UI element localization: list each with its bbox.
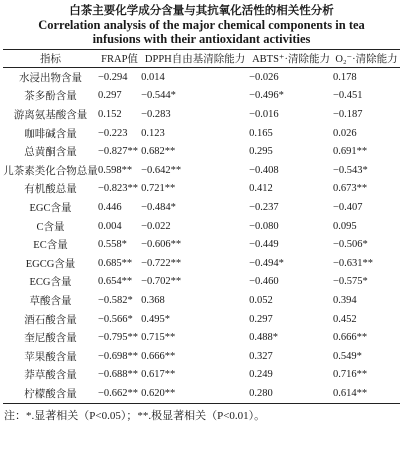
header-dpph: DPPH自由基清除能力 bbox=[141, 50, 249, 68]
cell-frap: −0.582* bbox=[98, 294, 133, 306]
cell-superoxide: −0.506* bbox=[332, 239, 368, 251]
cell-superoxide: −0.407 bbox=[332, 201, 363, 213]
cell-dpph: 0.123 bbox=[141, 127, 165, 139]
cell-indicator: 莽草酸含量 bbox=[24, 370, 77, 382]
cell-indicator: 总黄酮含量 bbox=[24, 147, 77, 159]
header-frap: FRAP值 bbox=[98, 50, 141, 68]
cell-frap: −0.823** bbox=[98, 183, 139, 195]
cell-frap: 0.446 bbox=[98, 201, 122, 213]
cell-abts: 0.165 bbox=[249, 127, 273, 139]
cell-frap: −0.662** bbox=[98, 387, 139, 399]
cell-frap: −0.688** bbox=[98, 369, 139, 381]
cell-superoxide: 0.673** bbox=[332, 183, 368, 195]
table-row bbox=[3, 291, 400, 310]
cell-abts: −0.026 bbox=[249, 71, 279, 83]
cell-dpph: 0.617** bbox=[141, 369, 176, 381]
cell-abts: 0.327 bbox=[249, 350, 273, 362]
cell-superoxide: 0.095 bbox=[332, 220, 357, 232]
table-row bbox=[3, 180, 400, 199]
cell-abts: −0.080 bbox=[249, 220, 279, 232]
cell-frap: 0.558* bbox=[98, 239, 127, 251]
cell-frap: −0.827** bbox=[98, 146, 139, 158]
title-chinese: 白茶主要化学成分含量与其抗氧化活性的相关性分析 bbox=[69, 3, 334, 17]
table-row bbox=[3, 161, 400, 180]
cell-dpph: −0.484* bbox=[141, 201, 176, 213]
cell-abts: 0.280 bbox=[249, 387, 273, 399]
correlation-table bbox=[3, 49, 400, 404]
cell-superoxide: 0.716** bbox=[332, 369, 368, 381]
cell-indicator: 水浸出物含量 bbox=[19, 72, 82, 84]
cell-superoxide: −0.451 bbox=[332, 90, 363, 102]
cell-frap: −0.566* bbox=[98, 313, 133, 325]
cell-frap: −0.294 bbox=[98, 71, 128, 83]
cell-dpph: 0.495* bbox=[141, 313, 170, 325]
cell-dpph: 0.368 bbox=[141, 294, 165, 306]
cell-abts: 0.052 bbox=[249, 294, 273, 306]
cell-indicator: EGC含量 bbox=[29, 202, 72, 214]
header-indicator: 指标 bbox=[3, 50, 98, 68]
cell-dpph: −0.642** bbox=[141, 164, 182, 176]
cell-indicator: 游离氨基酸含量 bbox=[13, 109, 88, 121]
cell-indicator: 有机酸总量 bbox=[24, 184, 77, 196]
cell-abts: 0.488* bbox=[249, 332, 278, 344]
cell-dpph: 0.666** bbox=[141, 350, 176, 362]
cell-abts: −0.494* bbox=[249, 257, 284, 269]
table-row bbox=[3, 124, 400, 143]
table-row bbox=[3, 235, 400, 254]
table-row bbox=[3, 310, 400, 329]
footnote: 注：*.显著相关（P<0.05）；**.极显著相关（P<0.01）。 bbox=[4, 409, 266, 422]
cell-indicator: 柠檬酸含量 bbox=[24, 388, 77, 400]
cell-frap: −0.698** bbox=[98, 350, 139, 362]
cell-indicator: ECG含量 bbox=[29, 277, 72, 289]
cell-indicator: 茶多酚含量 bbox=[24, 91, 77, 103]
cell-abts: −0.016 bbox=[249, 108, 279, 120]
cell-superoxide: 0.452 bbox=[332, 313, 357, 325]
table-row bbox=[3, 105, 400, 124]
cell-dpph: −0.544* bbox=[141, 90, 176, 102]
table-row bbox=[3, 68, 400, 87]
table-row bbox=[3, 384, 400, 403]
cell-indicator: C含量 bbox=[36, 221, 65, 233]
cell-frap: 0.004 bbox=[98, 220, 122, 232]
table-row bbox=[3, 198, 400, 217]
cell-frap: 0.654** bbox=[98, 276, 133, 288]
table-row bbox=[3, 217, 400, 236]
cell-indicator: 奎尼酸含量 bbox=[24, 333, 77, 345]
cell-frap: −0.223 bbox=[98, 127, 128, 139]
cell-superoxide: 0.614** bbox=[332, 387, 368, 399]
cell-indicator: 草酸含量 bbox=[29, 295, 72, 307]
cell-dpph: −0.022 bbox=[141, 220, 171, 232]
cell-superoxide: −0.187 bbox=[332, 108, 363, 120]
cell-dpph: 0.014 bbox=[141, 71, 165, 83]
header-abts: ABTS⁺·清除能力 bbox=[249, 50, 333, 68]
cell-dpph: 0.721** bbox=[141, 183, 176, 195]
cell-frap: −0.795** bbox=[98, 332, 139, 344]
cell-abts: −0.496* bbox=[249, 90, 284, 102]
cell-superoxide: 0.549* bbox=[332, 350, 362, 362]
cell-dpph: −0.722** bbox=[141, 257, 182, 269]
cell-superoxide: −0.575* bbox=[332, 276, 368, 288]
cell-frap: 0.598** bbox=[98, 164, 133, 176]
header-superoxide: O₂⁻·清除能力 bbox=[333, 50, 400, 68]
table-body bbox=[3, 68, 400, 404]
cell-indicator: EC含量 bbox=[33, 240, 68, 252]
cell-dpph: −0.606** bbox=[141, 239, 182, 251]
table-row bbox=[3, 366, 400, 385]
cell-superoxide: −0.631** bbox=[332, 257, 373, 269]
table-row bbox=[3, 254, 400, 273]
cell-superoxide: 0.026 bbox=[332, 127, 357, 139]
cell-indicator: 酒石酸含量 bbox=[24, 314, 77, 326]
cell-frap: 0.152 bbox=[98, 108, 122, 120]
cell-abts: −0.449 bbox=[249, 239, 279, 251]
cell-frap: 0.297 bbox=[98, 90, 122, 102]
cell-dpph: 0.620** bbox=[141, 387, 176, 399]
title-english-line-2: infusions with their antioxidant activities bbox=[92, 32, 311, 46]
cell-abts: −0.408 bbox=[249, 164, 279, 176]
cell-abts: −0.460 bbox=[249, 276, 279, 288]
cell-dpph: 0.715** bbox=[141, 332, 176, 344]
cell-indicator: 咖啡碱含量 bbox=[24, 128, 77, 140]
cell-indicator: EGCG含量 bbox=[25, 258, 76, 270]
table-row bbox=[3, 328, 400, 347]
table-header-row bbox=[3, 50, 400, 68]
cell-indicator: 儿茶素类化合物总量 bbox=[3, 165, 98, 177]
cell-abts: −0.237 bbox=[249, 201, 279, 213]
cell-dpph: 0.682** bbox=[141, 146, 176, 158]
cell-superoxide: 0.178 bbox=[332, 71, 357, 83]
cell-frap: 0.685** bbox=[98, 257, 133, 269]
cell-superoxide: −0.543* bbox=[332, 164, 368, 176]
cell-superoxide: 0.691** bbox=[332, 146, 368, 158]
table-row bbox=[3, 273, 400, 292]
cell-superoxide: 0.394 bbox=[332, 294, 357, 306]
cell-abts: 0.297 bbox=[249, 313, 273, 325]
cell-abts: 0.249 bbox=[249, 369, 273, 381]
table-row bbox=[3, 347, 400, 366]
cell-abts: 0.295 bbox=[249, 146, 273, 158]
cell-superoxide: 0.666** bbox=[332, 332, 368, 344]
title-english-line-1: Correlation analysis of the major chemical components in tea bbox=[38, 18, 365, 32]
table-row bbox=[3, 142, 400, 161]
cell-indicator: 苹果酸含量 bbox=[24, 351, 77, 363]
cell-dpph: −0.283 bbox=[141, 108, 171, 120]
cell-abts: 0.412 bbox=[249, 183, 273, 195]
table-row bbox=[3, 87, 400, 106]
cell-dpph: −0.702** bbox=[141, 276, 182, 288]
